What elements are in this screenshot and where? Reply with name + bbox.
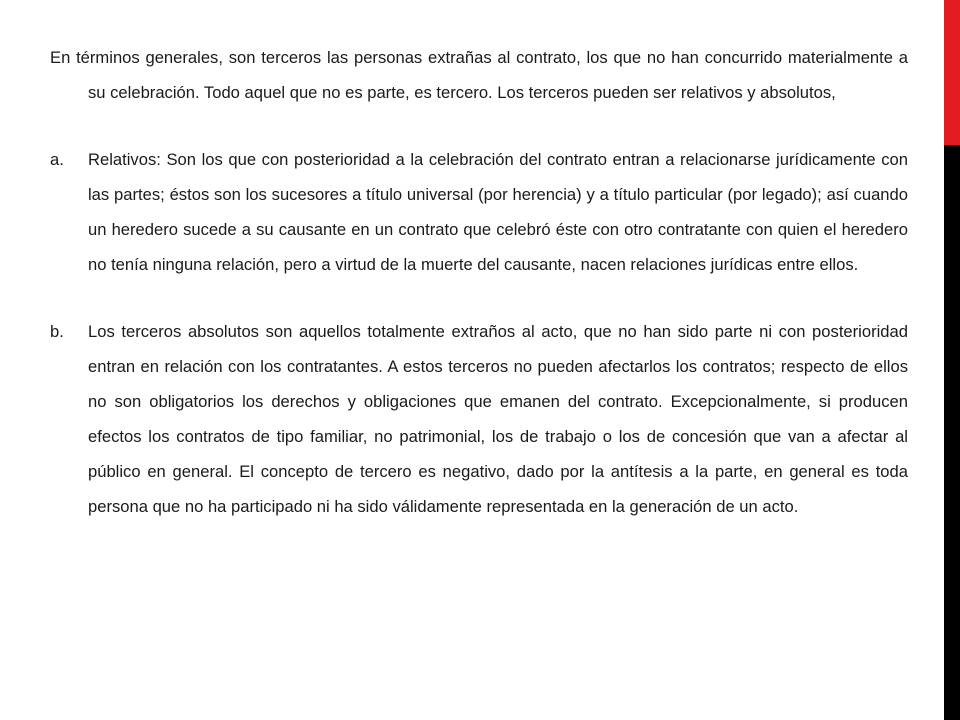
intro-paragraph: En términos generales, son terceros las personas extrañas al contrato, los que no han concurrido materialmente a su celebración. Todo aquel que no es parte, es tercero. Los terceros pueden ser relativos y absolutos, [50,48,908,102]
paragraph-spacer [50,282,908,314]
list-item-text: Relativos: Son los que con posterioridad a la celebración del contrato entran a relacionarse jurídicamente con las partes; éstos son los sucesores a título universal (por herencia) y a título particular (por legado); así cuando un heredero sucede a su causante en un contrato que celebró éste con otro contratante con quien el heredero no tenía ninguna relación, pero a virtud de la muerte del causante, nacen relaciones jurídicas entre ellos. [88,150,908,274]
slide-content [50,40,908,524]
list-item-absolutos [50,314,908,524]
side-accent-bar-black [944,145,960,720]
side-accent-bar-red [944,0,960,145]
list-marker: b. [50,322,64,341]
list-marker: a. [50,150,64,169]
list-item-text: Los terceros absolutos son aquellos totalmente extraños al acto, que no han sido parte ni con posterioridad entran en relación con los contratantes. A estos terceros no pueden afectarlos los contratos; respecto de ellos no son obligatorios los derechos y obligaciones que emanen del contrato. Excepcionalmente, si producen efectos los contratos de tipo familiar, no patrimonial, los de trabajo o los de concesión que van a afectar al público en general. El concepto de tercero es negativo, dado por la antítesis a la parte, en general es toda persona que no ha participado ni ha sido válidamente representada en la generación de un acto. [88,322,908,516]
list-item-relativos [50,142,908,282]
paragraph-spacer [50,110,908,142]
